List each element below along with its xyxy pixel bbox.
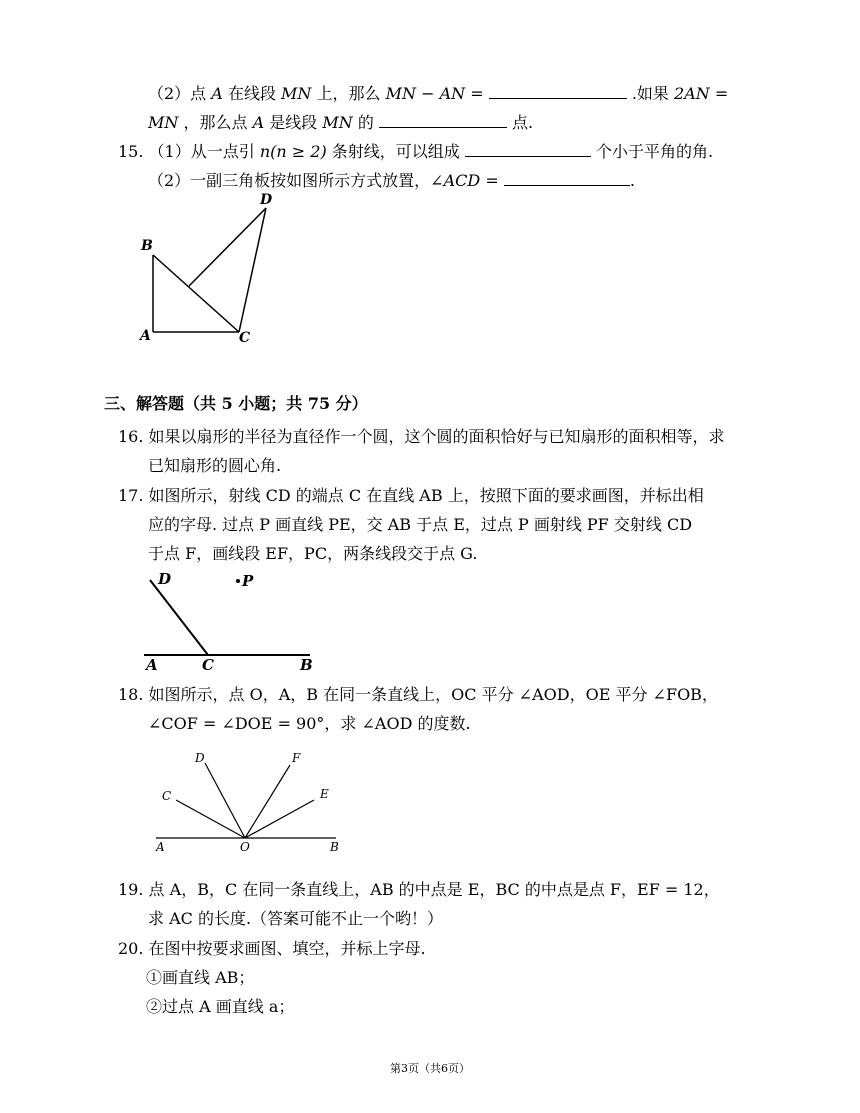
q14-text: .如果 [631,84,669,103]
q15-line2 [148,169,635,191]
q14-line1 [148,82,728,104]
label-e: E [320,787,329,801]
ray-of [245,765,290,838]
q15-text: （2）一副三角板按如图所示方式放置，∠ [148,171,444,190]
label-o: O [240,840,250,854]
q20-line1 [118,939,426,959]
q18-figure [150,748,350,854]
question-number: 18. [118,685,144,704]
label-d: D [158,570,172,588]
q14-var: MN [322,113,353,132]
segment-bc [153,255,239,332]
label-f: F [292,751,301,765]
q15-text: 个小于平角的角. [595,142,714,161]
q14-text: 点. [512,113,534,132]
label-b: B [300,656,313,674]
q17-line2: 应的字母. 过点 P 画直线 PE，交 AB 于点 E，过点 P 画射线 PF 交射线 CD [148,515,693,534]
page-footer: 第3页（共6页） [390,1062,470,1075]
question-number: 20. [118,939,144,958]
q17-line3: 于点 F，画线段 EF，PC，两条线段交于点 G. [148,544,478,563]
q14-text: 的 [357,113,374,132]
q14-text: 上，那么 [316,84,381,103]
label-d: D [260,192,273,208]
question-number: 16. [118,427,144,446]
q15-text: . [629,171,635,190]
q17-line1 [118,486,704,506]
answer-blank[interactable] [489,82,627,99]
label-b: B [330,840,339,854]
ray-oe [245,800,314,838]
q20-text: 在图中按要求画图、填空，并标上字母. [148,939,426,958]
q14-formula: MN − AN = [385,84,484,103]
q14-var: MN [281,84,312,103]
q16-line1 [118,427,725,447]
section-title: 三、解答题（共 5 小题；共 75 分） [104,394,368,413]
q18-text: 如图所示，点 O，A，B 在同一条直线上，OC 平分 ∠AOD，OE 平分 ∠FOB， [148,685,718,704]
label-c: C [239,330,251,346]
q15-formula: n(n ≥ 2) [259,142,327,161]
q17-text: 如图所示，射线 CD 的端点 C 在直线 AB 上，按照下面的要求画图，并标出相 [148,486,704,505]
q14-text: 在线段 [227,84,276,103]
q19-line1 [118,880,720,900]
label-p: P [242,572,254,590]
q20-step1: ①画直线 AB； [146,968,255,987]
label-a: A [146,656,158,674]
q17-figure [140,568,320,674]
segment-d-hypo [189,208,266,286]
q15-text: （1）从一点引 [148,142,255,161]
q15-var: ACD [443,171,481,190]
answer-blank[interactable] [465,140,591,157]
label-a: A [156,840,165,854]
q15-figure [135,190,285,350]
q14-line2 [148,111,533,133]
label-c: C [202,656,214,674]
question-number: 17. [118,486,144,505]
answer-blank[interactable] [379,111,507,128]
answer-blank[interactable] [504,169,630,186]
q15-text: 条射线，可以组成 [331,142,460,161]
label-c: C [162,789,172,803]
q14-var: MN [148,113,179,132]
label-d: D [195,751,205,765]
q15-line1 [118,140,713,162]
q14-var: A [211,84,223,103]
q18-line2: ∠COF = ∠DOE = 90°，求 ∠AOD 的度数. [148,714,471,733]
segment-cd [239,208,266,332]
point-p [236,579,240,583]
label-b: B [141,238,153,254]
question-number: 19. [118,880,144,899]
question-number: 15. [118,142,144,161]
q16-text: 如果以扇形的半径为直径作一个圆，这个圆的面积恰好与已知扇形的面积相等，求 [148,427,725,446]
label-a: A [140,328,151,344]
q14-text: 是线段 [269,113,318,132]
q14-formula: 2AN = [674,84,729,103]
q16-line2: 已知扇形的圆心角. [148,456,282,475]
q18-line1 [118,685,718,705]
q14-text: （2）点 [148,84,207,103]
q19-text: 点 A，B，C 在同一条直线上，AB 的中点是 E，BC 的中点是点 F，EF = 12， [148,880,720,899]
q15-text: = [485,171,499,190]
q14-text: ，那么点 [183,113,248,132]
q14-var: A [252,113,265,132]
ray-cd [150,580,208,655]
q19-line2: 求 AC 的长度.（答案可能不止一个哟！） [148,909,444,928]
q20-step2: ②过点 A 画直线 a； [146,997,295,1016]
